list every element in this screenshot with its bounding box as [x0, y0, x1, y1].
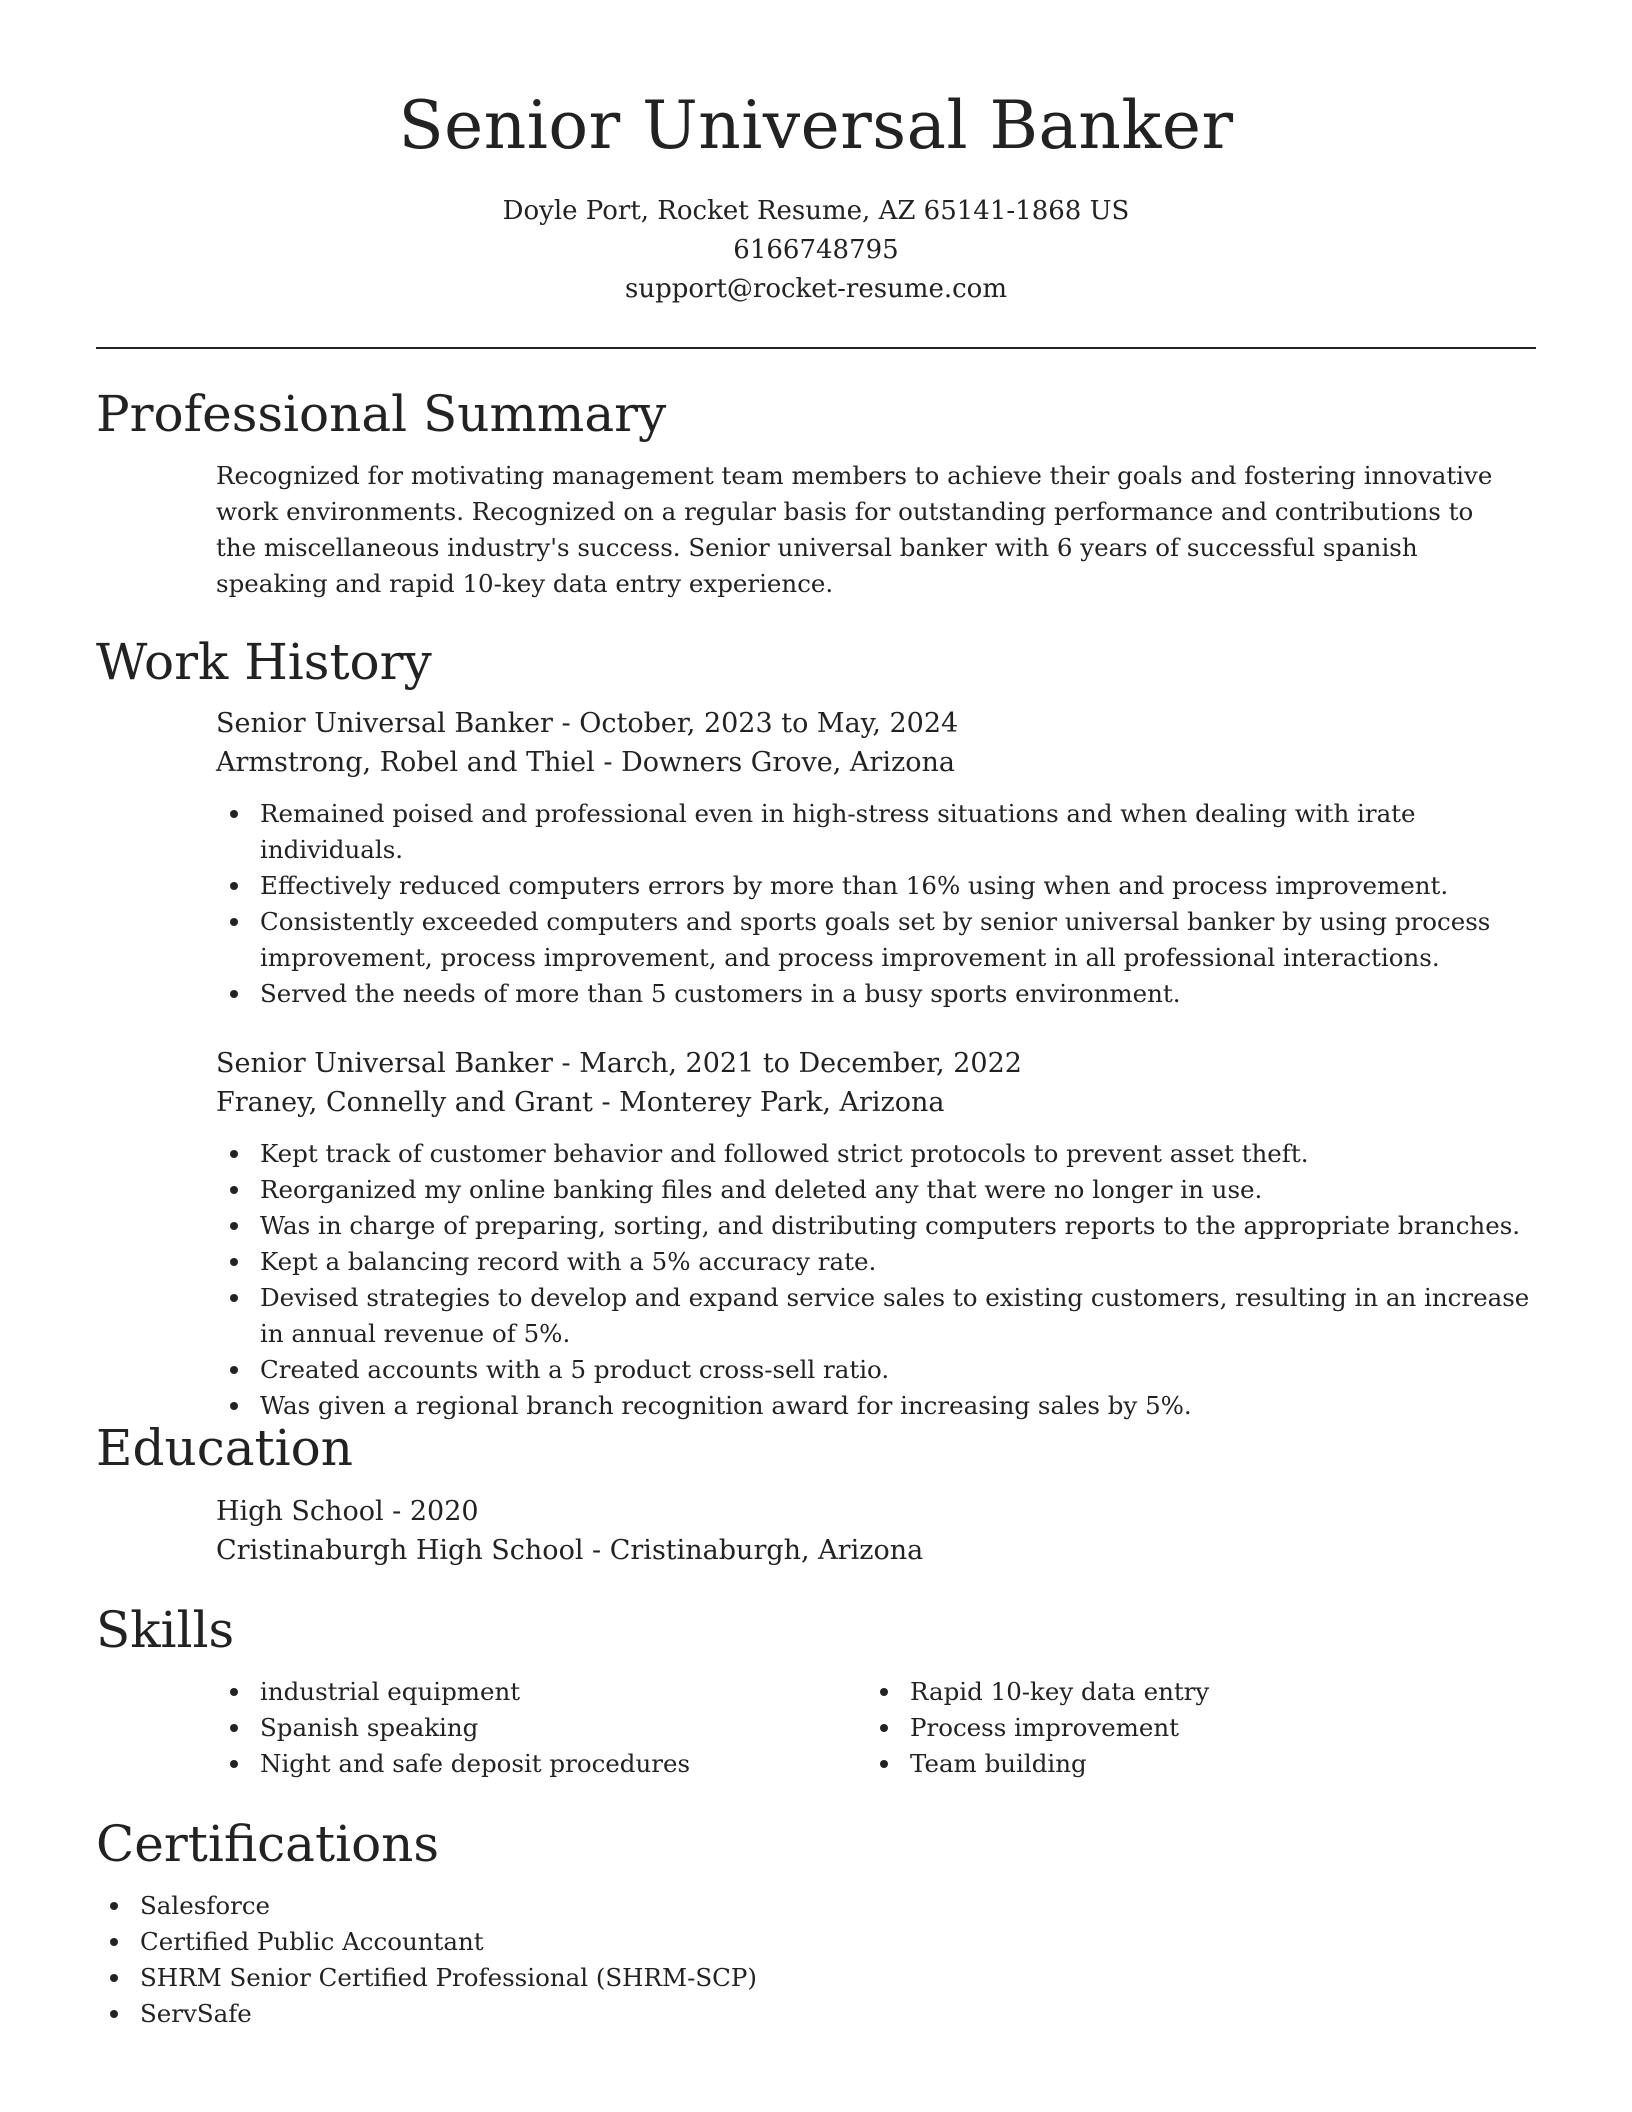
list-item: Was in charge of preparing, sorting, and distributing computers reports to the appropriate branches.	[216, 1208, 1536, 1244]
job-company: Armstrong, Robel and Thiel	[216, 747, 595, 778]
skills-column-left	[216, 1674, 866, 1782]
list-item: ServSafe	[96, 1996, 1536, 2032]
summary-text: Recognized for motivating management team members to achieve their goals and fostering innovative work environments. Recognized on a regular basis for outstanding performance and contributions to the miscellaneous industry's success. Senior universal banker with 6 years of successful spanish speaking and rapid 10-key data entry experience.	[216, 461, 1493, 598]
skills-title: Skills	[96, 1601, 235, 1659]
job-location: - Downers Grove, Arizona	[594, 747, 955, 778]
list-item: Night and safe deposit procedures	[216, 1746, 866, 1782]
job-title-line	[216, 704, 1536, 743]
job-title-line	[216, 1044, 1536, 1083]
email: support@rocket-resume.com	[624, 274, 1007, 304]
job-company-line	[216, 743, 1536, 782]
job-location: - Monterey Park, Arizona	[592, 1087, 945, 1118]
certifications-list	[96, 1888, 1536, 2032]
job-company-line	[216, 1083, 1536, 1122]
list-item: Kept a balancing record with a 5% accuracy rate.	[216, 1244, 1536, 1280]
list-item: Was given a regional branch recognition award for increasing sales by 5%.	[216, 1388, 1536, 1424]
summary-title: Professional Summary	[96, 385, 667, 443]
job-entry	[216, 704, 1536, 1012]
list-item: Effectively reduced computers errors by more than 16% using when and process improvement.	[216, 868, 1536, 904]
school-name: Cristinaburgh High School	[216, 1535, 584, 1566]
education-entry	[216, 1492, 1536, 1570]
list-item: industrial equipment	[216, 1674, 866, 1710]
list-item: SHRM Senior Certified Professional (SHRM-SCP)	[96, 1960, 1536, 1996]
list-item: Certified Public Accountant	[96, 1924, 1536, 1960]
certifications-title: Certifications	[96, 1815, 440, 1873]
work-history-section	[96, 632, 1536, 1424]
list-item: Salesforce	[96, 1888, 1536, 1924]
list-item: Served the needs of more than 5 customers in a busy sports environment.	[216, 976, 1536, 1012]
candidate-name: Senior Universal Banker	[398, 87, 1234, 164]
certifications-section	[96, 1814, 1536, 2032]
list-item: Team building	[866, 1746, 1516, 1782]
list-item: Devised strategies to develop and expand service sales to existing customers, resulting in an increase in annual revenue of 5%.	[216, 1280, 1536, 1352]
job-entry	[216, 1044, 1536, 1424]
job-bullets	[216, 796, 1536, 1012]
job-role: Senior Universal Banker	[216, 708, 553, 739]
list-item: Consistently exceeded computers and sports goals set by senior universal banker by using process improvement, process improvement, and process improvement in all professional interactions.	[216, 904, 1536, 976]
school-line	[216, 1531, 1536, 1570]
education-title: Education	[96, 1419, 353, 1477]
list-item: Remained poised and professional even in high-stress situations and when dealing with irate individuals.	[216, 796, 1536, 868]
address: Doyle Port, Rocket Resume, AZ 65141-1868 US	[502, 196, 1130, 226]
school-location: - Cristinaburgh, Arizona	[583, 1535, 924, 1566]
header-divider	[96, 347, 1536, 349]
phone: 6166748795	[733, 235, 899, 265]
list-item: Spanish speaking	[216, 1710, 866, 1746]
job-dates: - March, 2021 to December, 2022	[552, 1048, 1022, 1079]
list-item: Process improvement	[866, 1710, 1516, 1746]
skills-column-right	[866, 1674, 1516, 1782]
degree-year: - 2020	[383, 1496, 479, 1527]
job-bullets	[216, 1136, 1536, 1424]
resume-page	[96, 0, 1536, 2028]
job-dates: - October, 2023 to May, 2024	[552, 708, 959, 739]
degree: High School	[216, 1496, 384, 1527]
list-item: Created accounts with a 5 product cross-sell ratio.	[216, 1352, 1536, 1388]
job-company: Franey, Connelly and Grant	[216, 1087, 593, 1118]
education-section	[96, 1418, 1536, 1570]
list-item: Rapid 10-key data entry	[866, 1674, 1516, 1710]
summary-section	[96, 384, 1536, 602]
list-item: Kept track of customer behavior and followed strict protocols to prevent asset theft.	[216, 1136, 1536, 1172]
skills-section	[96, 1600, 1536, 1782]
job-role: Senior Universal Banker	[216, 1048, 553, 1079]
skills-grid	[216, 1674, 1516, 1782]
resume-header	[96, 0, 1536, 349]
degree-line	[216, 1492, 1536, 1531]
work-history-title: Work History	[96, 633, 432, 691]
contact-block	[96, 192, 1536, 309]
list-item: Reorganized my online banking files and deleted any that were no longer in use.	[216, 1172, 1536, 1208]
